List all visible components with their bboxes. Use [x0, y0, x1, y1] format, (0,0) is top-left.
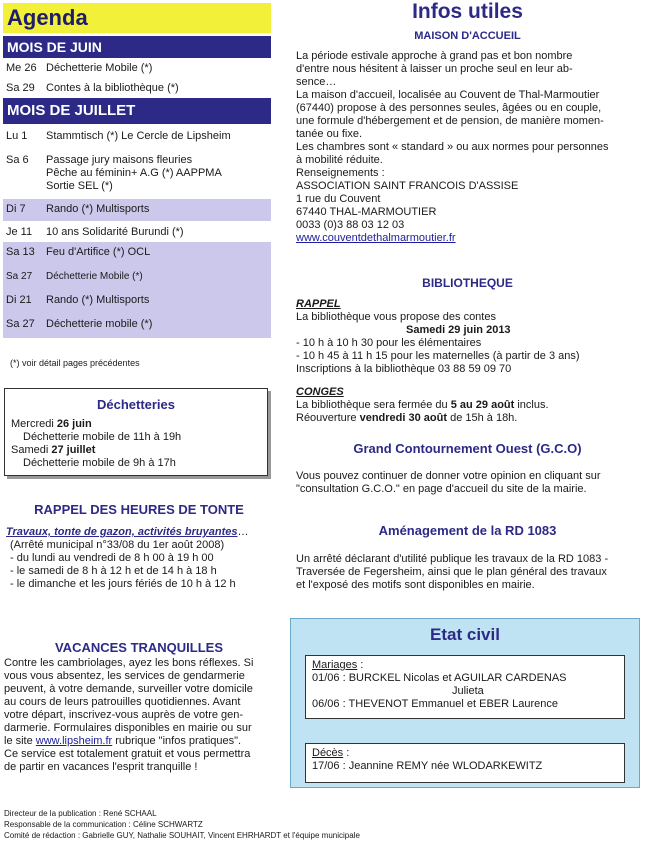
biblio-block — [296, 298, 646, 425]
agenda-event: Déchetterie Mobile (*) — [46, 271, 143, 282]
agenda-line: Passage jury maisons fleuries — [46, 154, 193, 166]
june-header: MOIS DE JUIN — [3, 36, 271, 58]
agenda-event: Feu d'Artifice (*) OCL — [46, 246, 151, 258]
agenda-date: Sa 6 — [6, 154, 29, 166]
vacances-line — [4, 735, 276, 748]
rd-title: Aménagement de la RD 1083 — [378, 523, 557, 538]
decheteries-line — [11, 444, 267, 457]
decheteries-line — [11, 418, 267, 431]
link-suffix: rubrique "infos pratiques". — [112, 735, 242, 747]
gco-line: "consultation G.C.O." en page d'accueil du site de la mairie. — [296, 483, 587, 495]
lipsheim-link[interactable]: www.lipsheim.fr — [35, 735, 113, 747]
deces-colon: : — [343, 747, 350, 759]
biblio-date: Samedi 29 juin 2013 — [406, 324, 511, 336]
biblio-line: La bibliothèque vous propose des contes — [296, 311, 496, 323]
infos-title: Infos utiles — [412, 0, 523, 23]
conges-dates: vendredi 30 août — [359, 412, 448, 424]
tonte-title: RAPPEL DES HEURES DE TONTE — [34, 502, 244, 517]
agenda-row — [3, 264, 271, 288]
maison-line: Les chambres sont « standard » ou aux normes pour personnes — [296, 141, 609, 153]
tonte-subtitle-text: Travaux, tonte de gazon, activités bruyantes — [6, 526, 238, 538]
credit-line: Responsable de la communication : Céline SCHWARTZ — [4, 820, 203, 829]
agenda-row — [3, 312, 271, 338]
credit-line: Directeur de la publication : René SCHAAL — [4, 809, 157, 818]
tonte-block — [6, 526, 276, 591]
gco-block — [296, 470, 646, 496]
agenda-line: Pêche au féminin+ A.G (*) AAPPMA — [46, 167, 222, 179]
vacances-line: darmerie. Formulaires disponibles en mairie ou sur — [4, 722, 252, 734]
rd-block — [296, 553, 646, 592]
vacances-line: Ce service est totalement gratuit et vous permettra — [4, 748, 251, 760]
deces-entry: 17/06 : Jeannine REMY née WLODARKEWITZ — [312, 760, 543, 772]
vacances-title: VACANCES TRANQUILLES — [54, 640, 224, 655]
conges-line — [296, 399, 646, 412]
agenda-date: Sa 27 — [6, 318, 35, 330]
vacances-block — [4, 657, 276, 774]
gco-title: Grand Contournement Ouest (G.C.O) — [353, 441, 582, 456]
biblio-line: - 10 h 45 à 11 h 15 pour les maternelles (à partir de 3 ans) — [296, 350, 580, 362]
maison-line: La maison d'accueil, localisée au Couvent de Thal-Marmoutier — [296, 89, 600, 101]
maison-line: 0033 (0)3 88 03 12 03 — [296, 219, 405, 231]
agenda-event: 10 ans Solidarité Burundi (*) — [46, 226, 184, 238]
tonte-line: - le samedi de 8 h à 12 h et de 14 h à 18 h — [10, 565, 217, 577]
mariages-colon: : — [357, 659, 364, 671]
decheteries-box — [4, 388, 268, 476]
mariages-heading — [306, 656, 624, 672]
decheteries-title: Déchetteries — [96, 397, 176, 412]
vacances-line: vous vous absentez, les services de gendarmerie — [4, 670, 245, 682]
tonte-ellipsis: … — [237, 526, 249, 538]
maison-line: (67440) propose à des personnes seules, âgées ou en couple, — [296, 102, 602, 114]
agenda-line: Sortie SEL (*) — [46, 180, 113, 192]
conges-text: de 15h à 18h. — [447, 412, 518, 424]
gco-line: Vous pouvez continuer de donner votre opinion en cliquant sur — [296, 470, 601, 482]
agenda-row — [3, 62, 271, 75]
etat-civil-title: Etat civil — [430, 625, 500, 644]
tonte-line: (Arrêté municipal n°33/08 du 1er août 2008) — [10, 539, 225, 551]
agenda-date: Sa 13 — [6, 246, 35, 258]
vacances-line: Contre les cambriolages, ayez les bons réflexes. Si — [4, 657, 254, 669]
etat-civil-panel — [290, 618, 640, 788]
decheteries-line: Déchetterie mobile de 11h à 19h — [23, 431, 182, 443]
credit-line: Comité de rédaction : Gabrielle GUY, Nathalie SOUHAIT, Vincent EHRHARDT et l'équipe municipale — [4, 831, 360, 840]
agenda-event — [46, 154, 271, 198]
agenda-event: Stammtisch (*) Le Cercle de Lipsheim — [46, 130, 231, 142]
link-prefix: le site — [4, 735, 36, 747]
rd-line: Traversée de Fegersheim, ainsi que le plan général des travaux — [296, 566, 607, 578]
conges-label: CONGES — [296, 386, 344, 398]
agenda-date: Sa 27 — [6, 271, 33, 282]
deces-heading — [306, 744, 624, 760]
rd-line: Un arrêté déclarant d'utilité publique les travaux de la RD 1083 - — [296, 553, 609, 565]
mariage-entry: 06/06 : THEVENOT Emmanuel et EBER Laurence — [312, 698, 558, 710]
day-label: Mercredi — [11, 418, 57, 430]
mariage-entry: 01/06 : BURCKEL Nicolas et AGUILAR CARDENAS — [312, 672, 567, 684]
agenda-row — [3, 224, 271, 242]
maison-line: 1 rue du Couvent — [296, 193, 381, 205]
agenda-row — [3, 242, 271, 264]
agenda-row — [3, 82, 271, 95]
agenda-event: Déchetterie Mobile (*) — [46, 62, 153, 74]
agenda-date: Sa 29 — [6, 82, 35, 94]
maison-line: d'entre nous hésitent à laisser un proche seul en leur ab- — [296, 63, 573, 75]
mariages-box — [305, 655, 625, 719]
rd-line: et l'exposé des motifs sont disponibles en mairie. — [296, 579, 535, 591]
agenda-date: Me 26 — [6, 62, 37, 74]
conges-text: Réouverture — [296, 412, 360, 424]
maison-title: MAISON D'ACCUEIL — [414, 30, 521, 42]
conges-text: La bibliothèque sera fermée du — [296, 399, 451, 411]
vacances-line: au cours de leurs patrouilles quotidiennes. Avant — [4, 696, 241, 708]
biblio-line: - 10 h à 10 h 30 pour les élémentaires — [296, 337, 482, 349]
agenda-date: Di 21 — [6, 294, 32, 306]
agenda-row — [3, 199, 271, 221]
agenda-title: Agenda — [3, 3, 271, 33]
conges-line — [296, 412, 646, 425]
vacances-line: de partir en vacances l'esprit tranquille ! — [4, 761, 198, 773]
agenda-event: Contes à la bibliothèque (*) — [46, 82, 179, 94]
credits — [4, 808, 360, 841]
vacances-line: peuvent, à votre demande, surveiller votre domicile — [4, 683, 253, 695]
agenda-date: Di 7 — [6, 203, 26, 215]
agenda-event: Déchetterie mobile (*) — [46, 318, 153, 330]
date-label: 27 juillet — [51, 444, 96, 456]
maison-line: Renseignements : — [296, 167, 385, 179]
tonte-line: - le dimanche et les jours fériés de 10 h à 12 h — [10, 578, 236, 590]
mariages-label: Mariages — [312, 659, 358, 671]
maison-line: 67440 THAL-MARMOUTIER — [296, 206, 437, 218]
tonte-line: - du lundi au vendredi de 8 h 00 à 19 h 00 — [10, 552, 214, 564]
maison-block — [296, 50, 646, 245]
maison-line: à mobilité réduite. — [296, 154, 383, 166]
agenda-date: Je 11 — [6, 226, 33, 238]
agenda-row — [3, 130, 271, 150]
conges-text: inclus. — [514, 399, 549, 411]
biblio-line: Inscriptions à la bibliothèque 03 88 59 09 70 — [296, 363, 512, 375]
couvent-link[interactable]: www.couventdethalmarmoutier.fr — [296, 232, 456, 244]
deces-box — [305, 743, 625, 783]
agenda-footnote: (*) voir détail pages précédentes — [10, 358, 140, 368]
biblio-title: BIBLIOTHEQUE — [422, 276, 513, 290]
agenda-date: Lu 1 — [6, 130, 28, 142]
maison-line: tanée ou fixe. — [296, 128, 363, 140]
agenda-row — [3, 288, 271, 312]
agenda-row — [3, 154, 271, 198]
tonte-subtitle — [6, 526, 276, 539]
deces-label: Décès — [312, 747, 344, 759]
decheteries-line: Déchetterie mobile de 9h à 17h — [23, 457, 176, 469]
vacances-line: votre départ, inscrivez-vous auprès de votre gen- — [4, 709, 244, 721]
agenda-event: Rando (*) Multisports — [46, 203, 150, 215]
rappel-label: RAPPEL — [296, 298, 341, 310]
maison-line: ASSOCIATION SAINT FRANCOIS D'ASSISE — [296, 180, 519, 192]
mariage-entry-cont: Julieta — [452, 685, 484, 697]
july-header: MOIS DE JUILLET — [3, 98, 271, 124]
day-label: Samedi — [11, 444, 52, 456]
date-label: 26 juin — [56, 418, 92, 430]
agenda-event: Rando (*) Multisports — [46, 294, 150, 306]
conges-dates: 5 au 29 août — [450, 399, 515, 411]
maison-line: La période estivale approche à grand pas et bon nombre — [296, 50, 573, 62]
maison-line: sence… — [296, 76, 337, 88]
maison-line: une formule d'hébergement et de pension, de manière momen- — [296, 115, 604, 127]
